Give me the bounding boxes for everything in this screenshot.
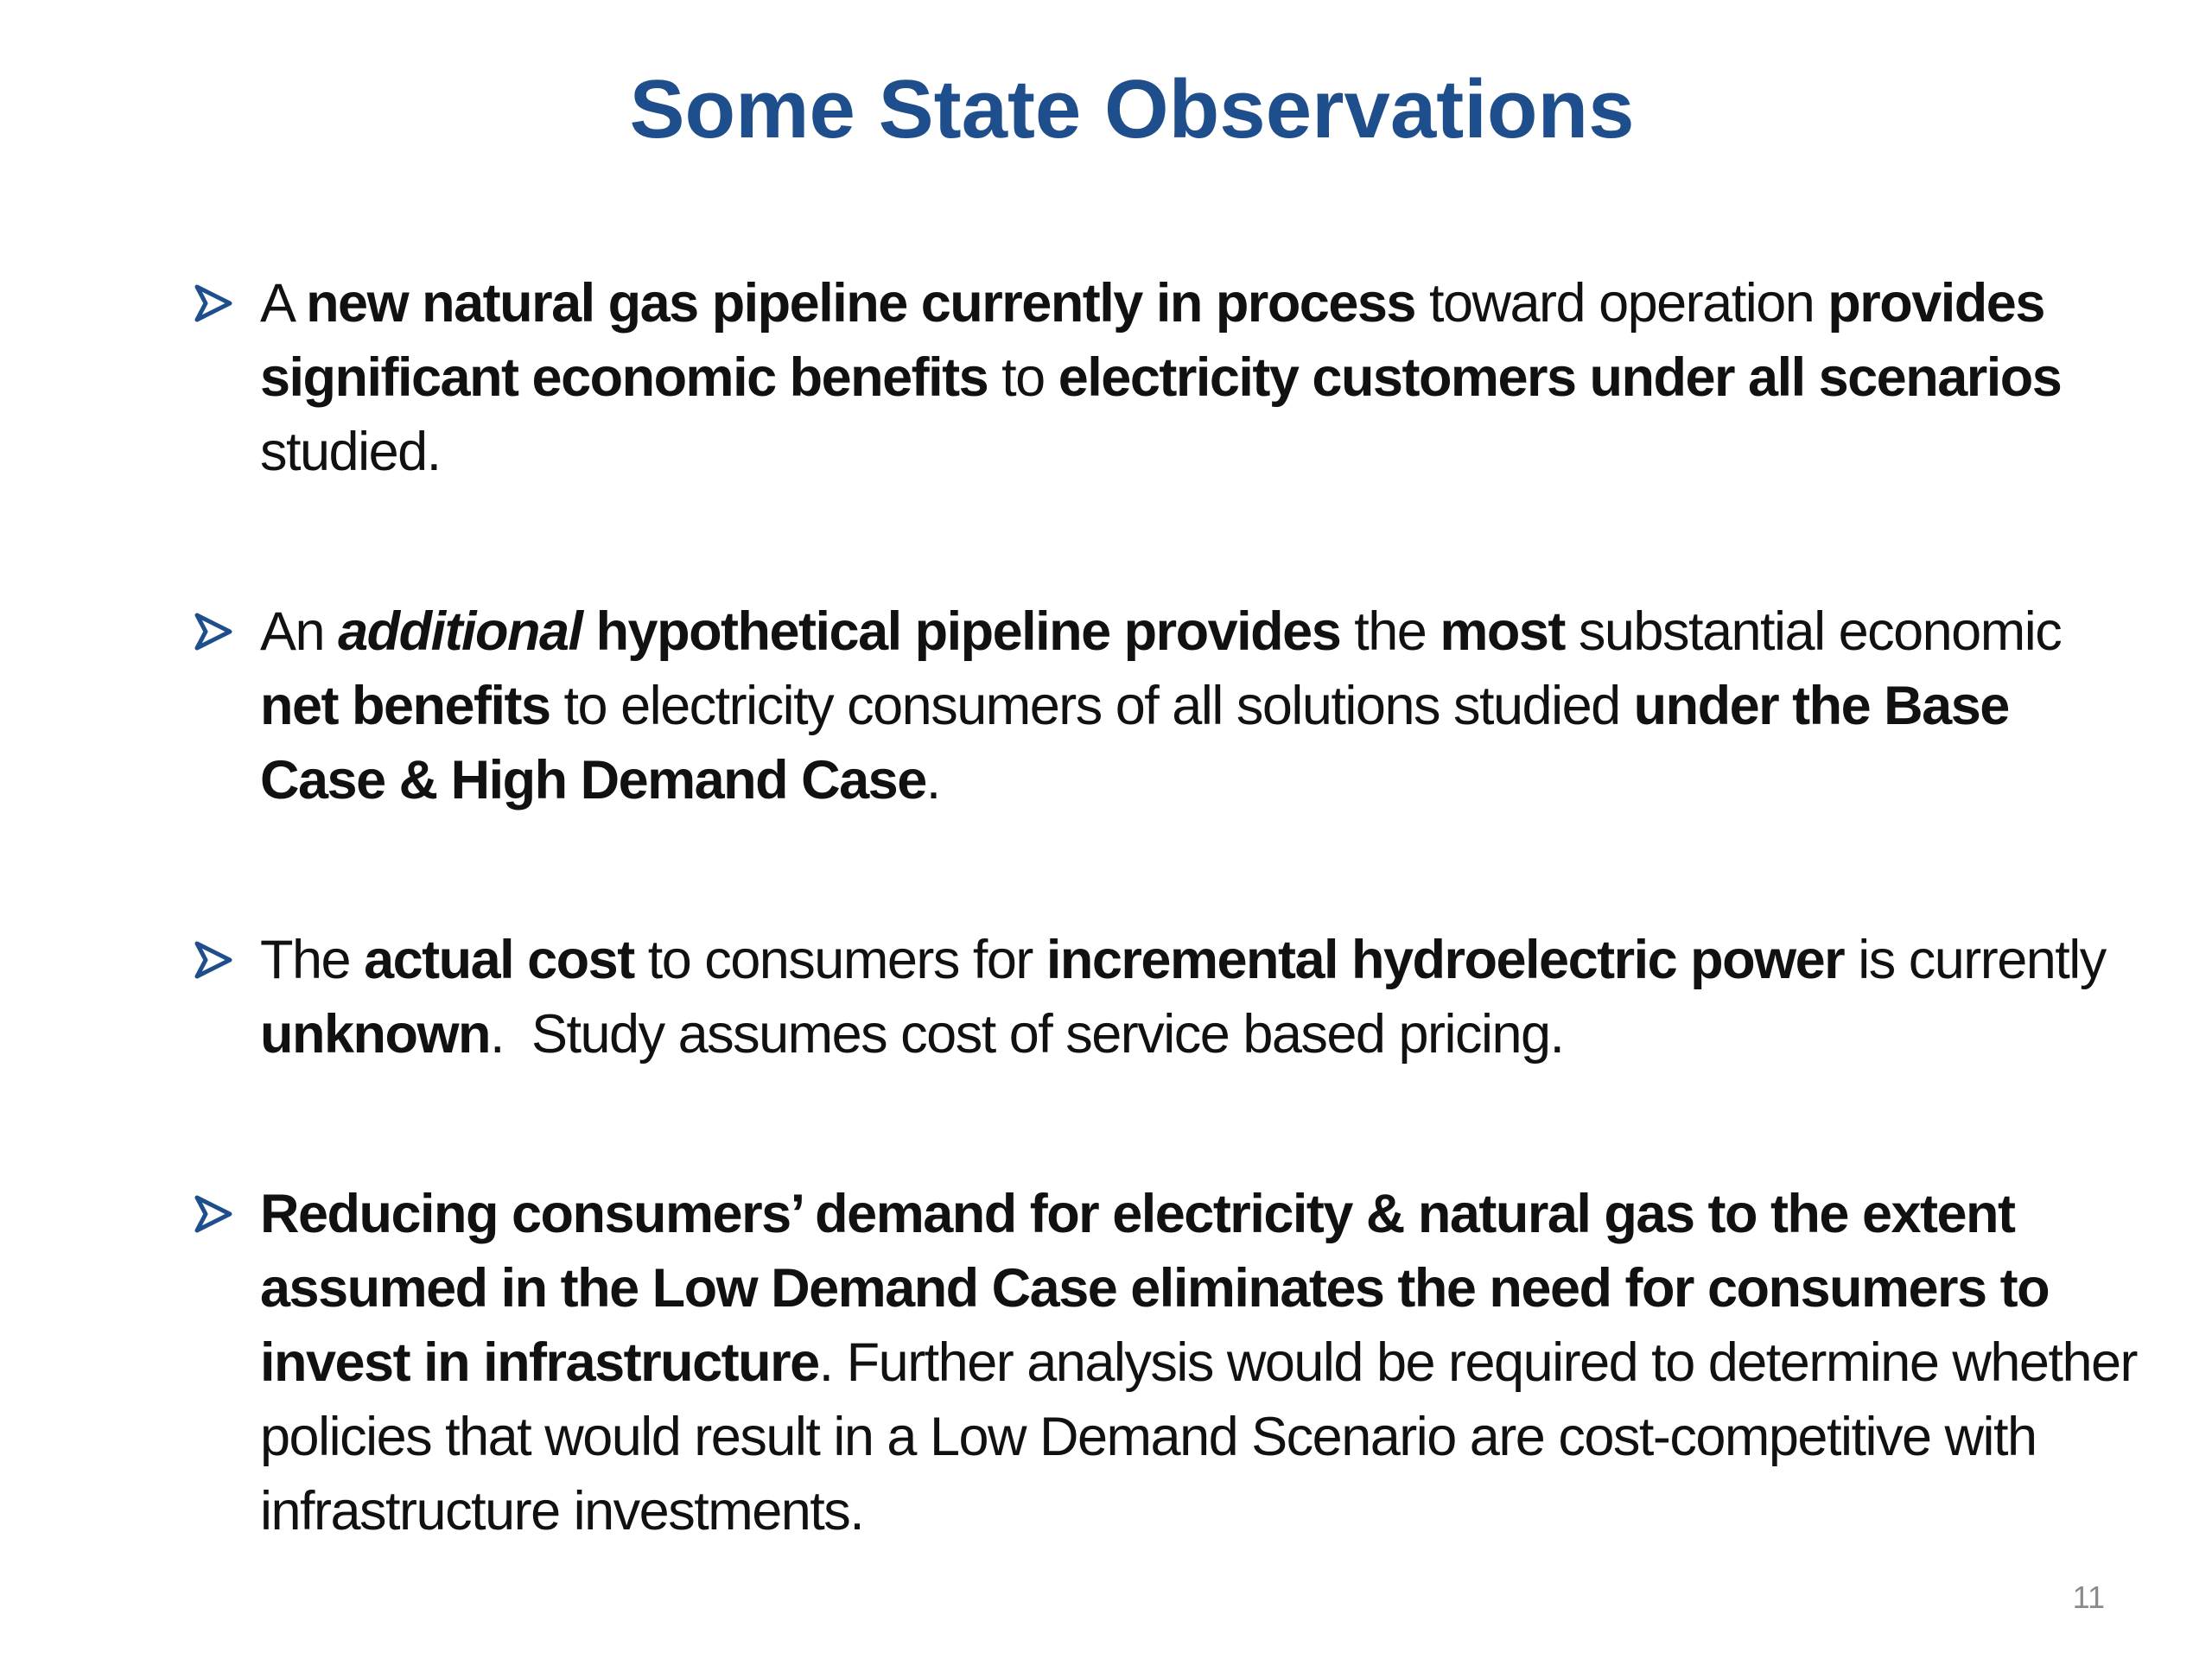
text-segment: to electricity consumers of all solutions studied (550, 676, 1634, 736)
text-segment-bold: under the Base Case & High Demand Case (260, 676, 2009, 810)
arrow-bullet-icon (194, 283, 233, 323)
text-segment-bold: most (1440, 601, 1565, 662)
text-segment: toward operation (1414, 273, 1828, 334)
text-segment-bold: unknown (260, 1004, 490, 1065)
text-segment: to consumers for (633, 930, 1046, 990)
text-segment: An (260, 601, 339, 662)
text-segment-bold: incremental hydroelectric power (1046, 930, 1845, 990)
arrow-bullet-icon (194, 612, 233, 652)
bullet-item (194, 1177, 2146, 1548)
text-segment-bold: Reducing consumers’ demand for electricity & natural gas to the extent assumed in the Low Demand Case eliminates the need for consumers to invest in infrastructure (260, 1184, 2050, 1393)
text-segment: is currently (1844, 930, 2106, 990)
page-number: 11 (2072, 1580, 2105, 1615)
bullet-item (194, 266, 2146, 489)
bullet-text (260, 266, 2146, 489)
text-segment-bold: provides significant economic benefits (260, 273, 2044, 408)
bullet-text (260, 594, 2146, 817)
text-segment: . (925, 750, 940, 810)
bullet-text (260, 923, 2146, 1071)
text-segment: studied. (260, 422, 441, 482)
text-segment: . Further analysis would be required to determine whether policies that would result in a Low Demand Scenario are cost-competitive with infrastructure investments. (260, 1332, 2138, 1541)
text-segment: . Study assumes cost of service based pricing. (489, 1004, 1564, 1065)
bullet-item (194, 594, 2146, 817)
text-segment-bold: hypothetical pipeline provides (582, 601, 1341, 662)
arrow-bullet-icon (194, 1194, 233, 1234)
text-segment: A (260, 273, 307, 334)
text-segment-bold-italic: additional (338, 601, 582, 662)
text-segment-bold: new natural gas pipeline currently in process (306, 273, 1415, 334)
arrow-bullet-icon (194, 940, 233, 980)
bullet-text (260, 1177, 2146, 1548)
text-segment: to (988, 347, 1058, 408)
text-segment-bold: electricity customers under all scenarios (1058, 347, 2062, 408)
slide-title: Some State Observations (629, 63, 1635, 156)
text-segment-bold: actual cost (364, 930, 634, 990)
text-segment: the (1340, 601, 1440, 662)
bullet-item (194, 923, 2146, 1071)
text-segment: substantial economic (1564, 601, 2062, 662)
text-segment-bold: net benefits (260, 676, 550, 736)
text-segment: The (260, 930, 365, 990)
